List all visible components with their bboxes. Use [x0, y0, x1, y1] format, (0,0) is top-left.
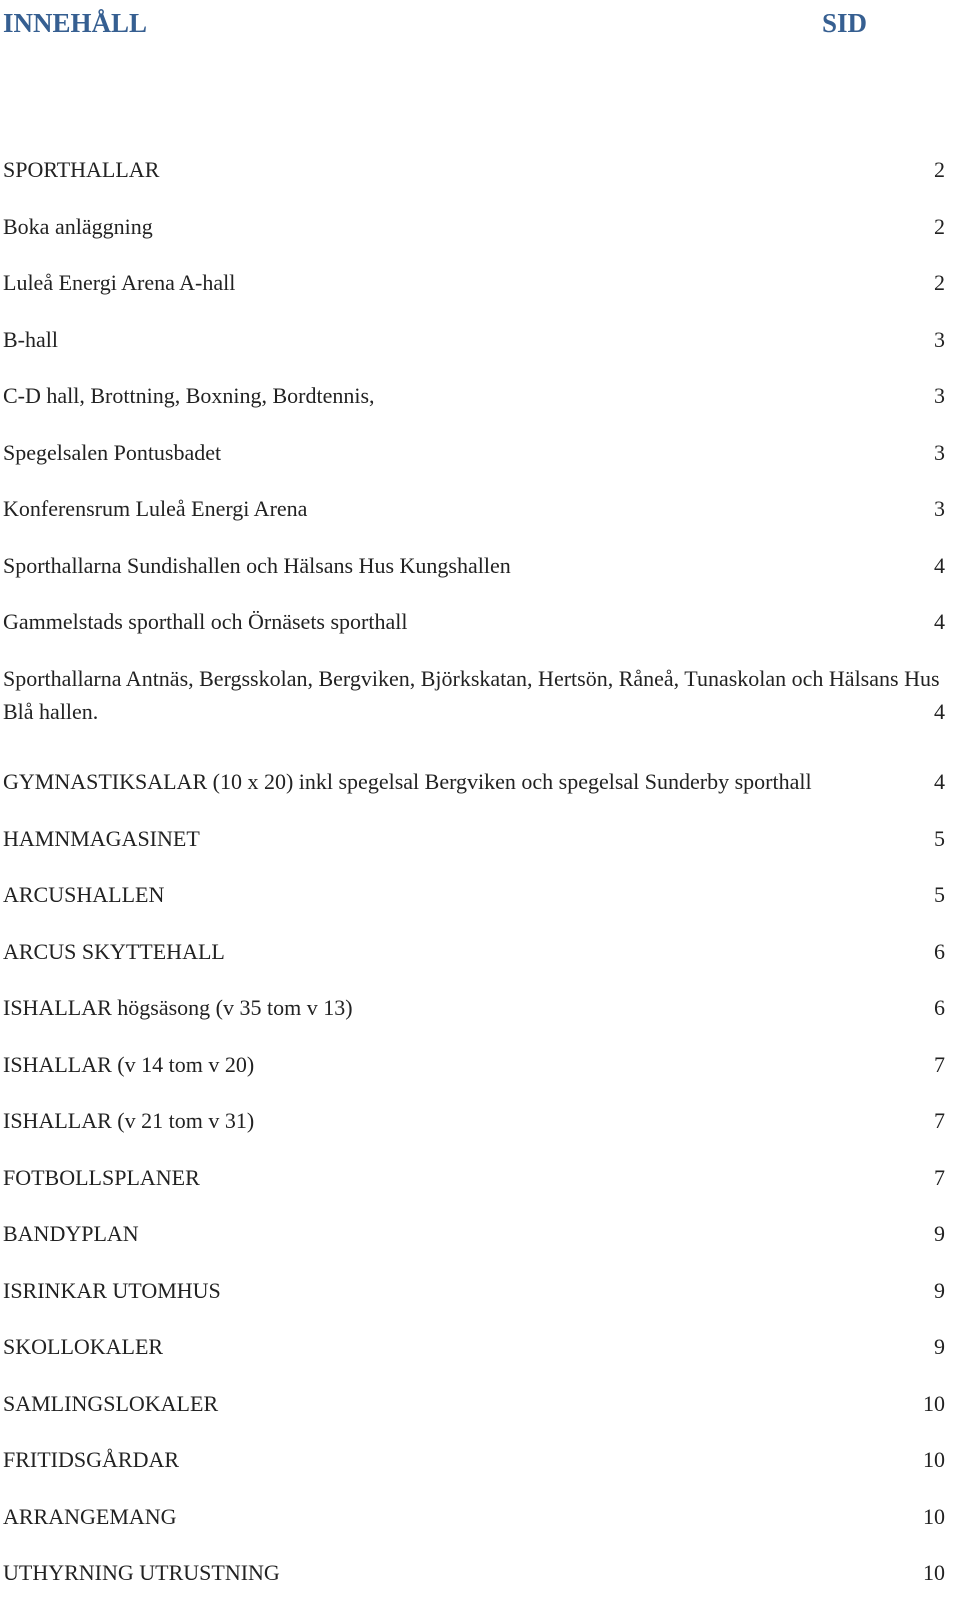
toc-entry[interactable] — [3, 489, 953, 546]
toc-entry-title: Konferensrum Luleå Energi Arena — [3, 496, 308, 521]
toc-entry[interactable] — [3, 320, 953, 377]
toc-page-column-header: SID — [821, 8, 867, 38]
toc-entry[interactable] — [3, 207, 953, 264]
toc-entry-page: 3 — [934, 383, 945, 408]
toc-entry-title: ISHALLAR högsäsong (v 35 tom v 13) — [3, 995, 353, 1020]
toc-entry[interactable] — [3, 1553, 953, 1610]
toc-entry-page: 9 — [934, 1334, 945, 1359]
toc-entry-title: Luleå Energi Arena A-hall — [3, 270, 236, 295]
toc-entry-title: GYMNASTIKSALAR (10 x 20) inkl spegelsal Bergviken och spegelsal Sunderby sporthall — [3, 769, 812, 794]
toc-entry-title: HAMNMAGASINET — [3, 825, 200, 851]
toc-entry-title: UTHYRNING UTRUSTNING — [3, 1560, 280, 1585]
toc-entry[interactable] — [3, 1440, 953, 1497]
toc-entry[interactable] — [3, 263, 953, 320]
toc-entry-page: 9 — [934, 1277, 945, 1303]
toc-title: INNEHÅLL — [3, 8, 148, 38]
toc-header — [3, 4, 867, 44]
toc-entry-page: 2 — [934, 157, 945, 182]
toc-entry-page: 3 — [934, 326, 945, 352]
toc-entry[interactable] — [3, 1158, 953, 1215]
toc-entry[interactable] — [3, 819, 953, 876]
toc-entry[interactable] — [3, 875, 953, 932]
toc-entry-page: 3 — [934, 496, 945, 521]
toc-entry-title: ARCUS SKYTTEHALL — [3, 938, 225, 964]
toc-entry-title: Sporthallarna Sundishallen och Hälsans Hus Kungshallen — [3, 552, 511, 578]
toc-entry-title: Boka anläggning — [3, 213, 153, 239]
toc-list — [3, 150, 953, 1610]
toc-entry[interactable] — [3, 546, 953, 603]
toc-entry-title: ISHALLAR (v 14 tom v 20) — [3, 1051, 255, 1077]
toc-entry-page: 7 — [934, 1108, 945, 1133]
toc-entry[interactable] — [3, 762, 953, 819]
toc-entry-title: ARCUSHALLEN — [3, 882, 165, 907]
toc-entry[interactable] — [3, 1045, 953, 1102]
toc-entry-page: 5 — [934, 825, 945, 851]
toc-entry[interactable] — [3, 1214, 953, 1271]
toc-entry-title: ISRINKAR UTOMHUS — [3, 1277, 221, 1303]
toc-entry[interactable] — [3, 150, 953, 207]
toc-entry-page: 10 — [923, 1447, 945, 1472]
toc-entry[interactable] — [3, 1384, 953, 1441]
toc-entry-title: SAMLINGSLOKALER — [3, 1390, 219, 1416]
toc-entry[interactable] — [3, 1497, 953, 1554]
toc-entry-page: 7 — [934, 1164, 945, 1190]
toc-entry[interactable] — [3, 932, 953, 989]
toc-entry-page: 6 — [934, 938, 945, 964]
toc-entry-title: FRITIDSGÅRDAR — [3, 1447, 180, 1472]
toc-entry-title: B-hall — [3, 326, 58, 352]
toc-entry[interactable] — [3, 433, 953, 490]
toc-entry-title: FOTBOLLSPLANER — [3, 1164, 200, 1190]
toc-entry-page: 4 — [934, 698, 945, 724]
toc-entry-title: Spegelsalen Pontusbadet — [3, 439, 222, 465]
toc-entry-page: 9 — [934, 1221, 945, 1246]
toc-entry-page: 6 — [934, 995, 945, 1020]
toc-entry[interactable] — [3, 1101, 953, 1158]
toc-entry-page: 3 — [934, 439, 945, 465]
toc-entry-page: 7 — [934, 1051, 945, 1077]
toc-entry-title: ARRANGEMANG — [3, 1503, 177, 1529]
toc-entry-title: SPORTHALLAR — [3, 157, 160, 182]
toc-entry[interactable] — [3, 376, 953, 433]
toc-entry[interactable] — [3, 602, 953, 659]
toc-entry-title: ISHALLAR (v 21 tom v 31) — [3, 1108, 255, 1133]
toc-entry-title: SKOLLOKALER — [3, 1334, 164, 1359]
toc-entry[interactable] — [3, 659, 953, 763]
toc-entry[interactable] — [3, 1271, 953, 1328]
toc-entry-page: 10 — [923, 1503, 945, 1529]
toc-entry-page: 5 — [934, 882, 945, 907]
toc-entry-title: BANDYPLAN — [3, 1221, 139, 1246]
toc-entry-page: 10 — [923, 1560, 945, 1585]
toc-entry[interactable] — [3, 988, 953, 1045]
toc-entry[interactable] — [3, 1327, 953, 1384]
toc-entry-page: 4 — [934, 769, 945, 794]
toc-entry-page: 10 — [923, 1390, 945, 1416]
toc-entry-title: Sporthallarna Antnäs, Bergsskolan, Bergviken, Björkskatan, Hertsön, Råneå, Tunaskolan och Hälsans Hus Blå hallen. — [3, 665, 940, 724]
toc-entry-page: 2 — [934, 270, 945, 295]
toc-entry-page: 4 — [934, 609, 945, 634]
toc-entry-page: 4 — [934, 552, 945, 578]
toc-entry-page: 2 — [934, 213, 945, 239]
toc-entry-title: C-D hall, Brottning, Boxning, Bordtennis, — [3, 383, 375, 408]
toc-entry-title: Gammelstads sporthall och Örnäsets sporthall — [3, 609, 408, 634]
